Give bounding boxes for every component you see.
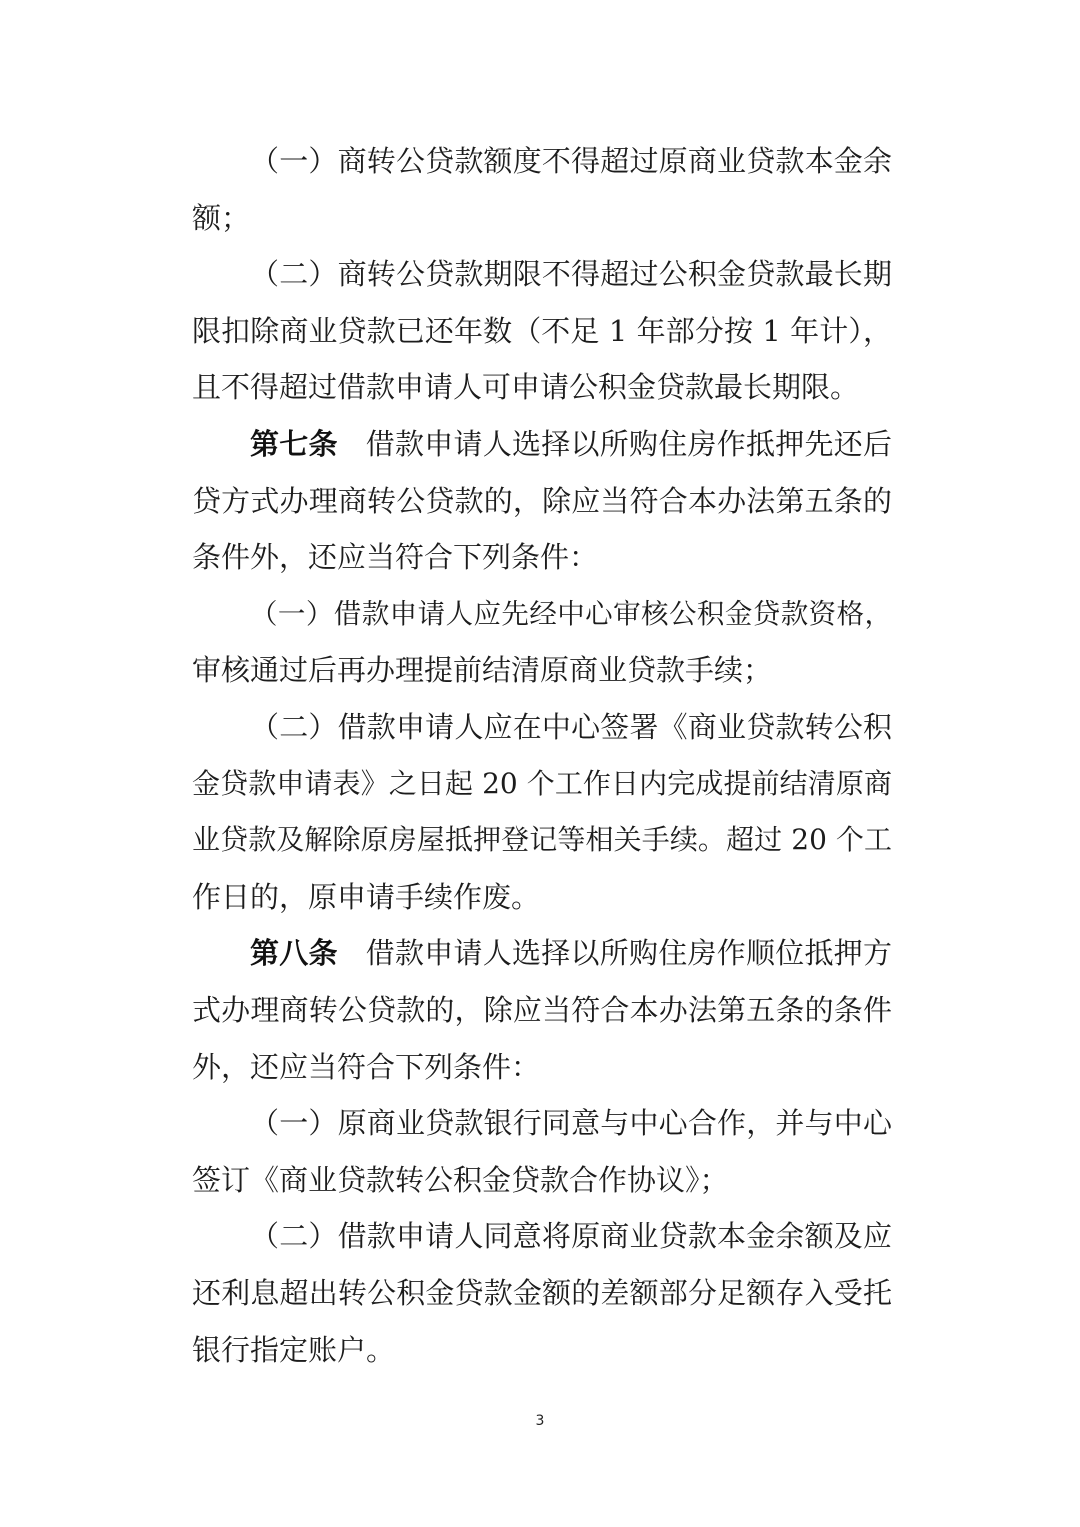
paragraph-line: 条件外，还应当符合下列条件：	[192, 540, 599, 574]
paragraph-text: 借款申请人选择以所购住房作顺位抵押方	[365, 936, 892, 970]
paragraph-line: 业贷款及解除原房屋抵押登记等相关手续。超过 20 个工	[192, 823, 892, 856]
paragraph-line: （二）借款申请人应在中心签署《商业贷款转公积	[250, 710, 892, 744]
paragraph-line: 还利息超出转公积金贷款金额的差额部分足额存入受托	[192, 1276, 892, 1310]
paragraph-line: （一）借款申请人应先经中心审核公积金贷款资格，	[250, 598, 892, 630]
paragraph-line: 银行指定账户。	[192, 1333, 396, 1367]
paragraph-line: （一）原商业贷款银行同意与中心合作，并与中心	[250, 1106, 892, 1140]
page-number: 3	[535, 1413, 545, 1429]
paragraph-text: 借款申请人选择以所购住房作抵押先还后	[365, 427, 892, 461]
paragraph-line: 外，还应当符合下列条件：	[192, 1050, 541, 1084]
paragraph-line: 作日的，原申请手续作废。	[192, 880, 541, 914]
paragraph-line: 限扣除商业贷款已还年数（不足 1 年部分按 1 年计），	[192, 314, 892, 348]
paragraph-line: 金贷款申请表》之日起 20 个工作日内完成提前结清原商	[192, 767, 892, 800]
article-8-first-line	[250, 924, 892, 982]
paragraph-line: 额；	[192, 201, 251, 235]
paragraph-line: 签订《商业贷款转公积金贷款合作协议》；	[192, 1163, 729, 1197]
paragraph-line: 式办理商转公贷款的，除应当符合本办法第五条的条件	[192, 993, 892, 1027]
paragraph-line: （二）商转公贷款期限不得超过公积金贷款最长期	[250, 257, 892, 291]
article-8-heading: 第八条	[250, 936, 338, 970]
paragraph-line: 且不得超过借款申请人可申请公积金贷款最长期限。	[192, 370, 860, 404]
article-7-heading: 第七条	[250, 427, 338, 461]
paragraph-line: （二）借款申请人同意将原商业贷款本金余额及应	[250, 1219, 892, 1253]
paragraph-line: 审核通过后再办理提前结清原商业贷款手续；	[192, 653, 773, 687]
paragraph-line: （一）商转公贷款额度不得超过原商业贷款本金余	[250, 144, 892, 178]
paragraph-line: 贷方式办理商转公贷款的，除应当符合本办法第五条的	[192, 484, 892, 518]
article-7-first-line	[250, 415, 892, 473]
